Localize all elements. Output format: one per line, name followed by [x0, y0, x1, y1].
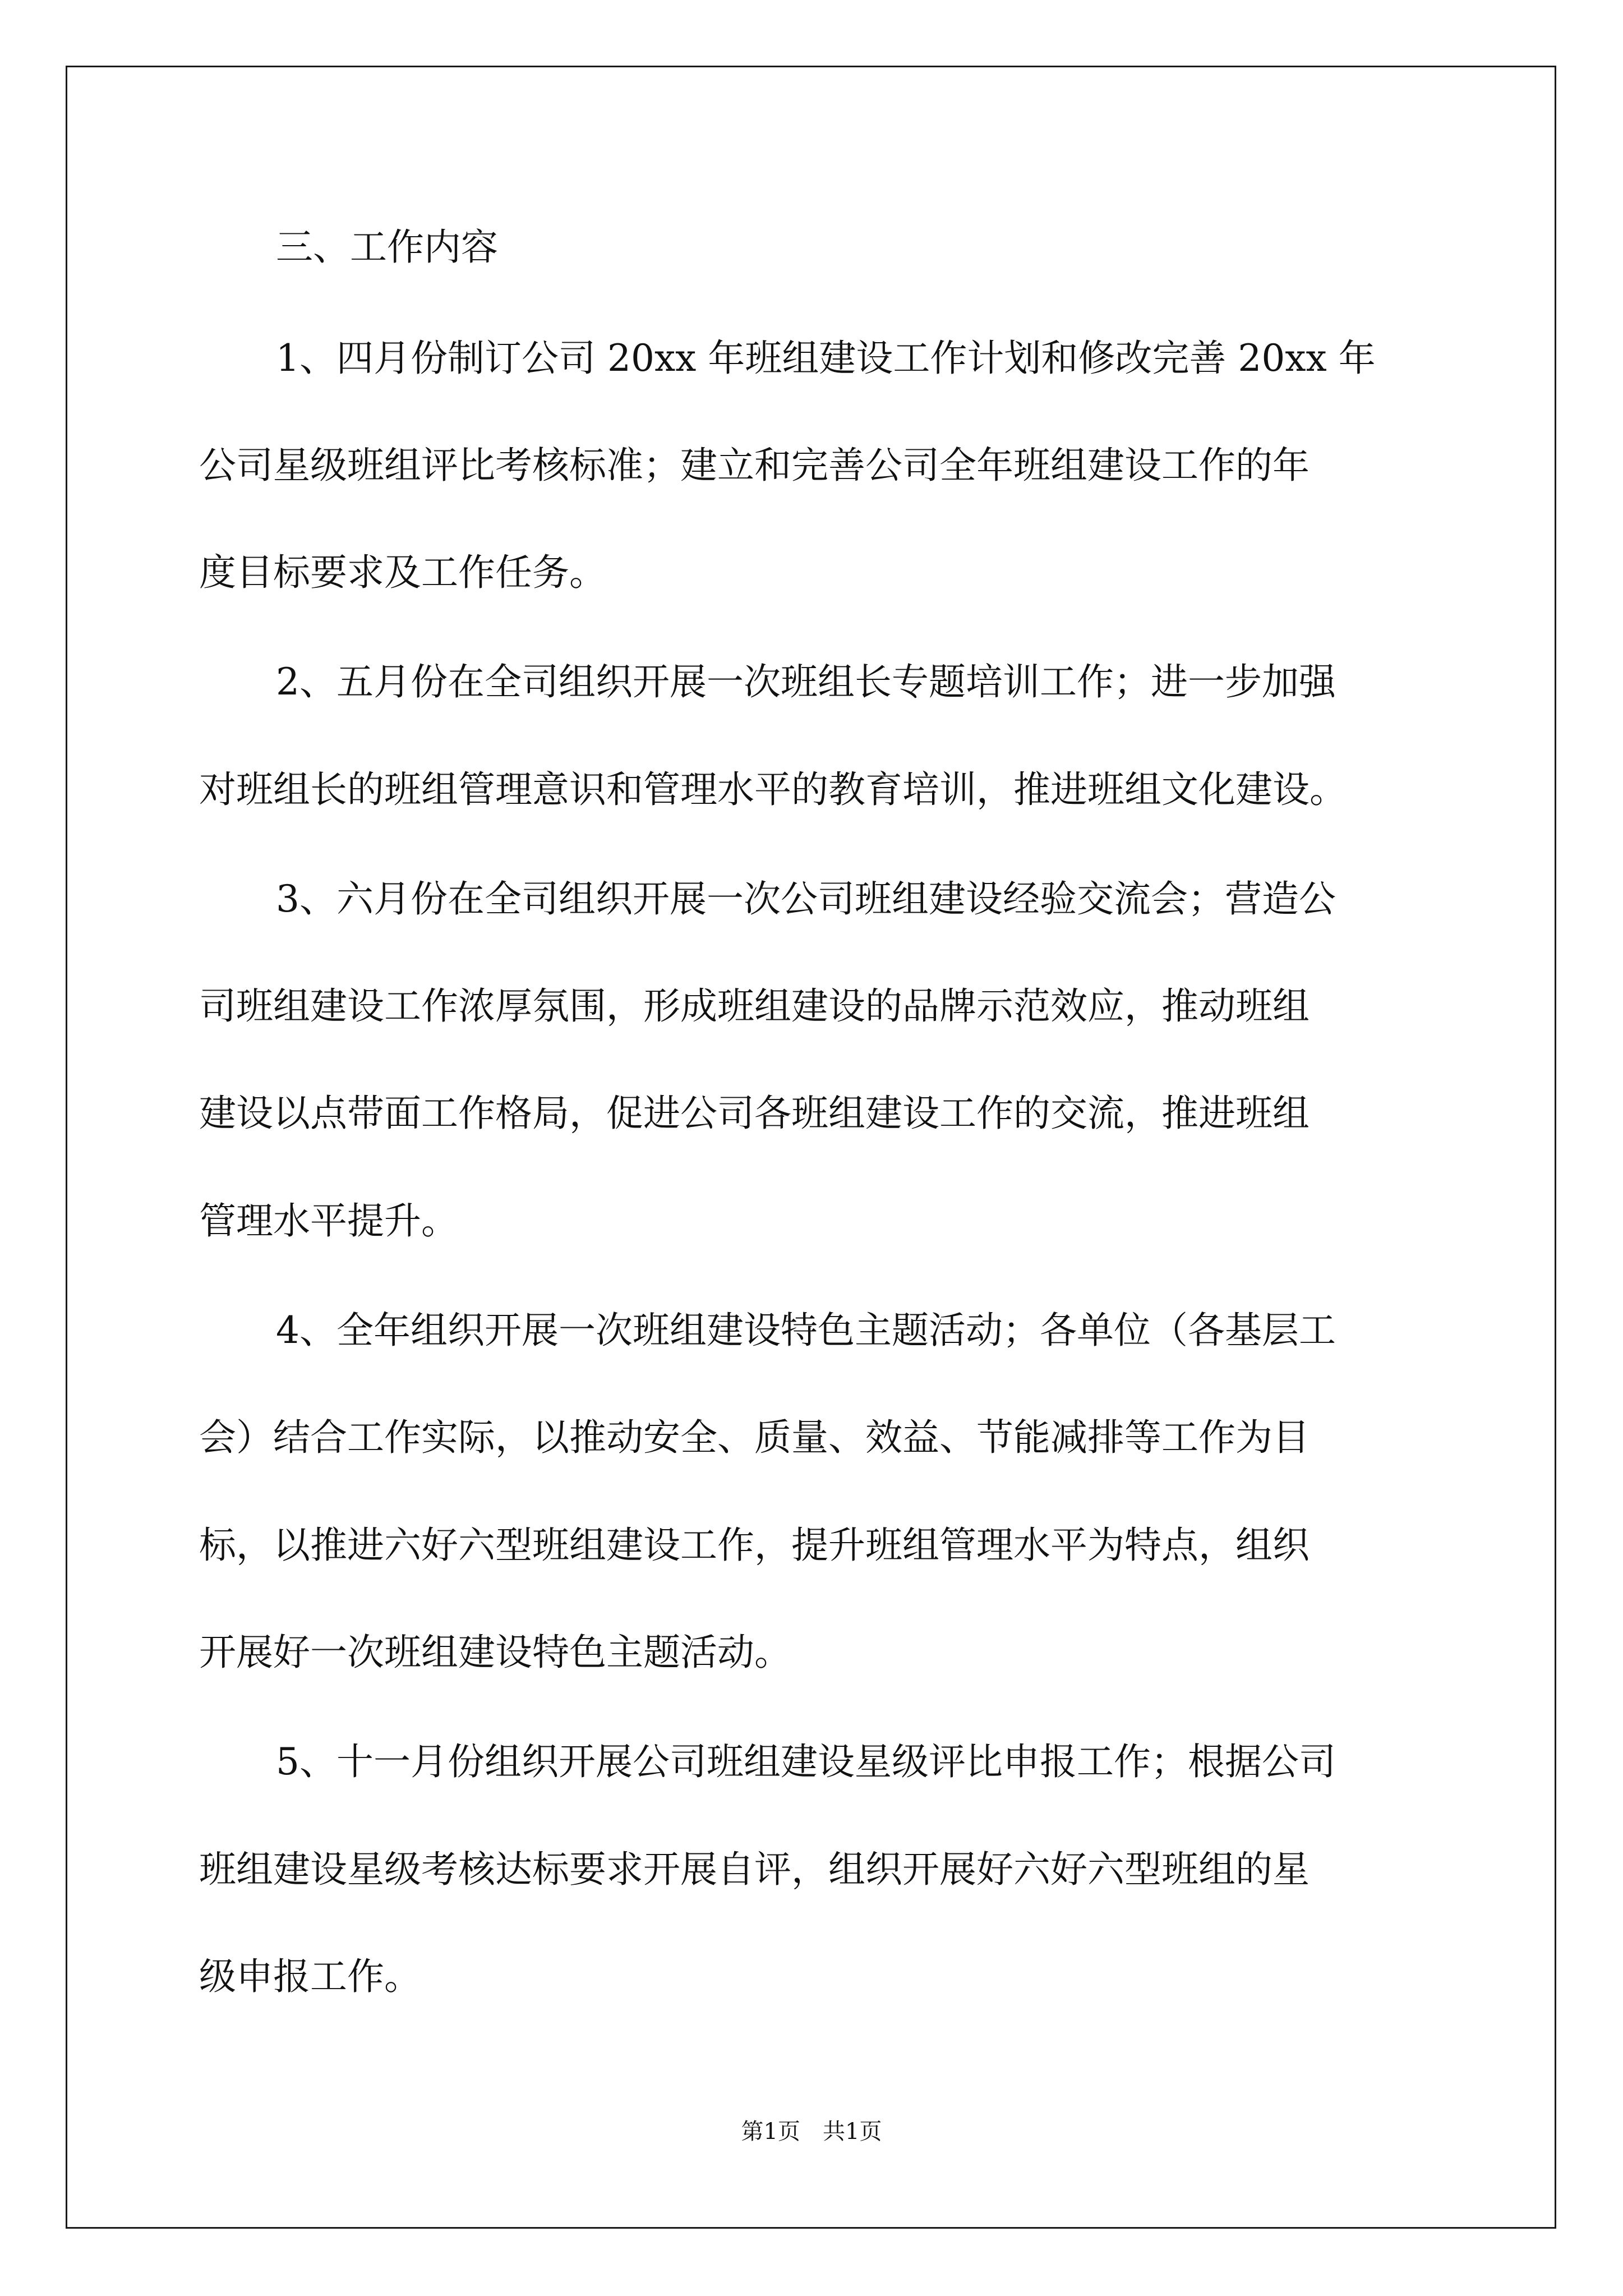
paragraph-5-line-3: 级申报工作。	[199, 1955, 421, 1998]
paragraph-4-line-4: 开展好一次班组建设特色主题活动。	[199, 1631, 791, 1674]
section-heading: 三、工作内容	[276, 226, 498, 269]
paragraph-3-line-2: 司班组建设工作浓厚氛围，形成班组建设的品牌示范效应，推动班组	[199, 984, 1310, 1028]
paragraph-1-line-2: 公司星级班组评比考核标准；建立和完善公司全年班组建设工作的年	[199, 444, 1310, 487]
page-border	[66, 66, 1556, 2229]
paragraph-3-line-1: 3、六月份在全司组织开展一次公司班组建设经验交流会；营造公	[276, 877, 1336, 921]
paragraph-2-line-2: 对班组长的班组管理意识和管理水平的教育培训，推进班组文化建设。	[199, 768, 1347, 811]
paragraph-4-line-1: 4、全年组织开展一次班组建设特色主题活动；各单位（各基层工	[276, 1309, 1336, 1352]
paragraph-4-line-3: 标，以推进六好六型班组建设工作，提升班组管理水平为特点，组织	[199, 1524, 1310, 1567]
paragraph-2-line-1: 2、五月份在全司组织开展一次班组长专题培训工作；进一步加强	[276, 660, 1336, 703]
paragraph-1-line-3: 度目标要求及工作任务。	[199, 551, 606, 594]
paragraph-1-line-1: 1、四月份制订公司 20xx 年班组建设工作计划和修改完善 20xx 年	[276, 337, 1376, 380]
paragraph-5-line-2: 班组建设星级考核达标要求开展自评，组织开展好六好六型班组的星	[199, 1848, 1310, 1891]
paragraph-5-line-1: 5、十一月份组织开展公司班组建设星级评比申报工作；根据公司	[276, 1740, 1336, 1783]
paragraph-4-line-2: 会）结合工作实际，以推动安全、质量、效益、节能减排等工作为目	[199, 1416, 1310, 1459]
paragraph-3-line-4: 管理水平提升。	[199, 1199, 458, 1243]
paragraph-3-line-3: 建设以点带面工作格局，促进公司各班组建设工作的交流，推进班组	[199, 1092, 1310, 1135]
page-number-footer: 第1页 共1页	[741, 2119, 882, 2145]
